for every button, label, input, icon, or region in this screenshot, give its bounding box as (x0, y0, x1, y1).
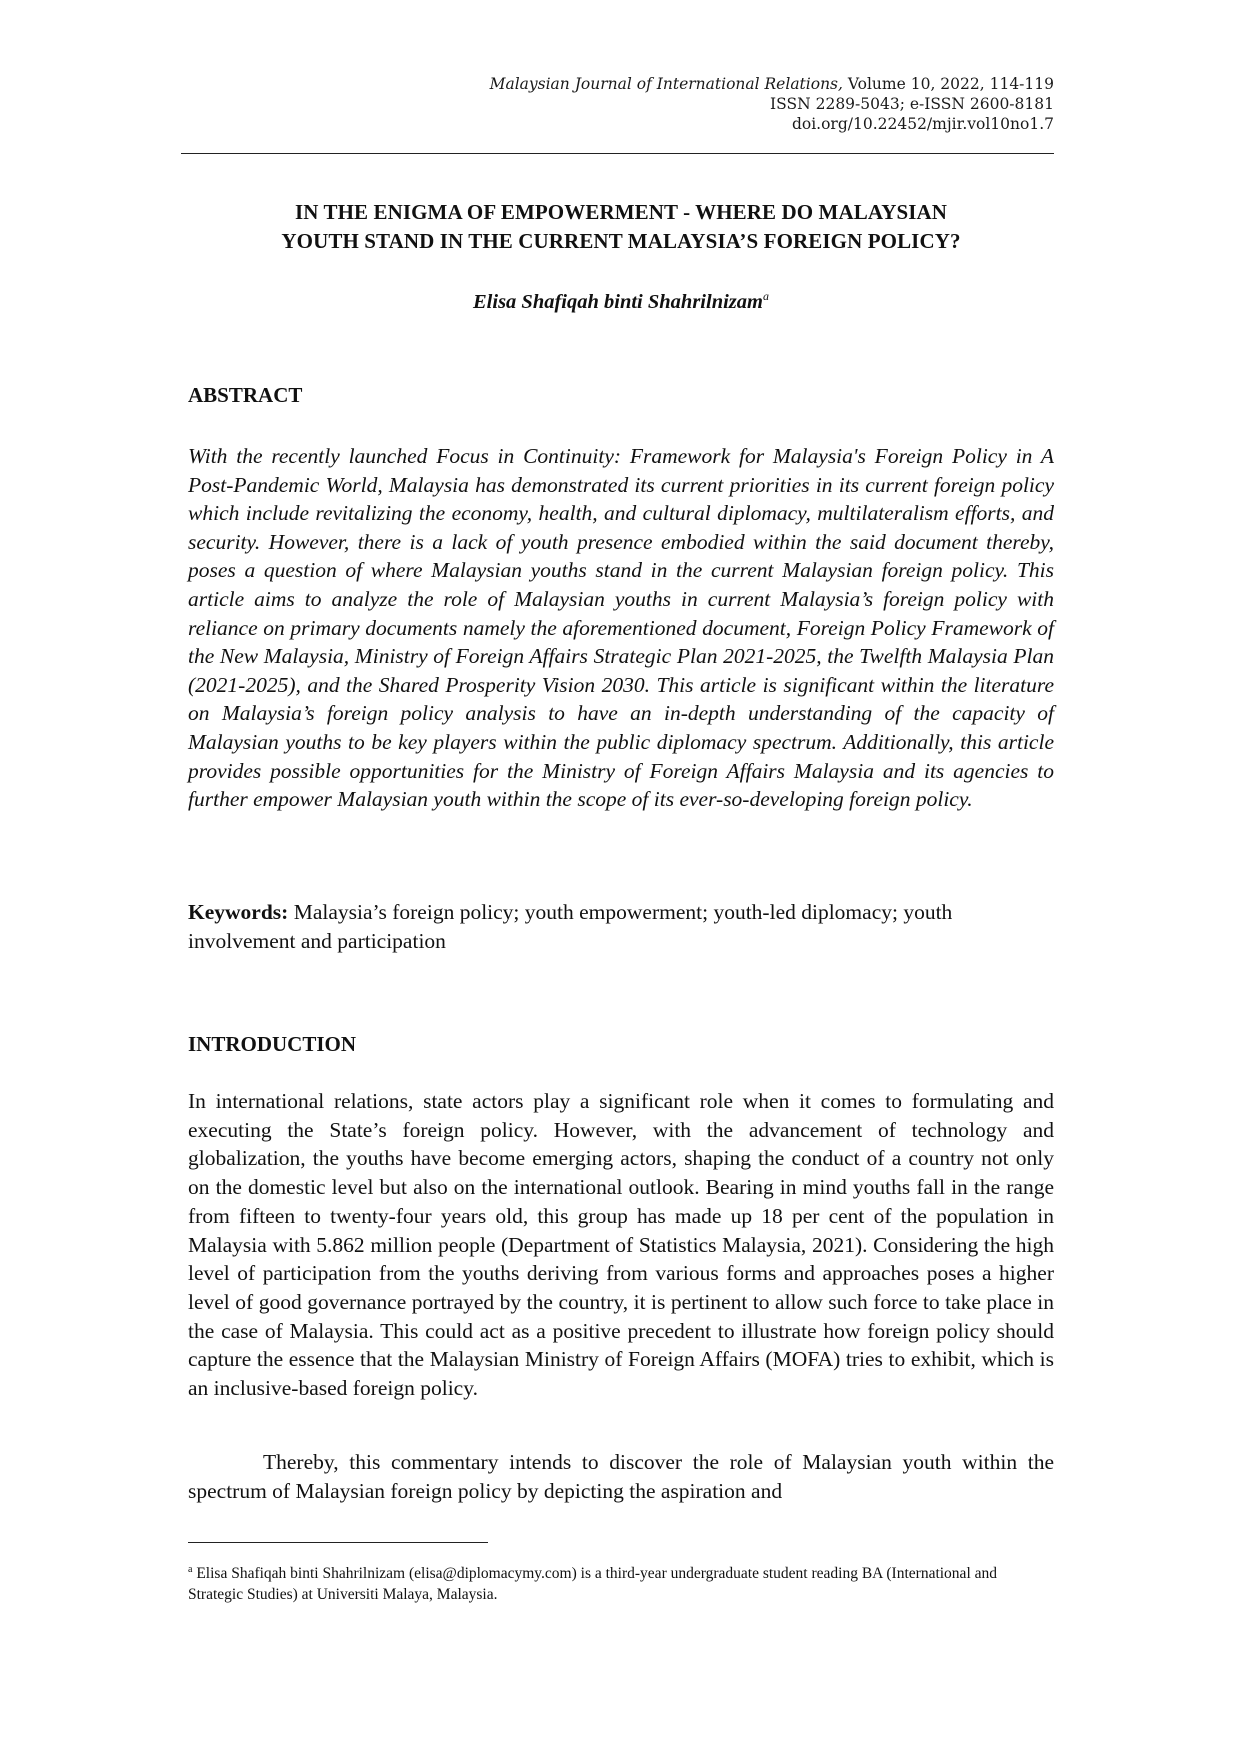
footnote-marker: a (188, 1564, 193, 1575)
introduction-heading: INTRODUCTION (188, 1032, 357, 1056)
abstract-text: With the recently launched Focus in Continuity: Framework for Malaysia's Foreign Policy in A Post-Pandemic World, Malaysia has demonstrated its current priorities in its current foreign policy which include revitalizing the economy, health, and cultural diplomacy, multilateralism efforts, and security. However, there is a lack of youth presence embodied within the said document thereby, poses a question of where Malaysian youths stand in the current Malaysian foreign policy. This article aims to analyze the role of Malaysian youths in current Malaysia’s foreign policy with reliance on primary documents namely the aforementioned document, Foreign Policy Framework of the New Malaysia, Ministry of Foreign Affairs Strategic Plan 2021-2025, the Twelfth Malaysia Plan (2021-2025), and the Shared Prosperity Vision 2030. This article is significant within the literature on Malaysia’s foreign policy analysis to have an in-depth understanding of the capacity of Malaysian youths to be key players within the public diplomacy spectrum. Additionally, this article provides possible opportunities for the Ministry of Foreign Affairs Malaysia and its agencies to further empower Malaysian youth within the scope of its ever-so-developing foreign policy. (188, 444, 1054, 812)
author-footnote-marker: a (762, 289, 769, 303)
header-divider (181, 153, 1054, 154)
author-line (188, 283, 1054, 315)
keywords-label: Keywords: (188, 900, 289, 924)
article-title (188, 198, 1054, 256)
doi-line: doi.org/10.22452/mjir.vol10no1.7 (791, 115, 1054, 133)
footnote (188, 1559, 1054, 1605)
author-name: Elisa Shafiqah binti Shahrilnizam (473, 290, 763, 313)
keywords-text: Malaysia’s foreign policy; youth empowerment; youth-led diplomacy; youth involvement and participation (188, 900, 953, 953)
introduction-paragraph-2: Thereby, this commentary intends to discover the role of Malaysian youth within the spectrum of Malaysian foreign policy by depicting the aspiration and (188, 1450, 1054, 1503)
issn-line: ISSN 2289-5043; e-ISSN 2600-8181 (770, 95, 1054, 113)
title-line-2: YOUTH STAND IN THE CURRENT MALAYSIA’S FOREIGN POLICY? (281, 229, 961, 253)
abstract-heading: ABSTRACT (188, 383, 303, 407)
introduction-paragraph-1: In international relations, state actors play a significant role when it comes to formulating and executing the State’s foreign policy. However, with the advancement of technology and globalization, the youths have become emerging actors, shaping the conduct of a country not only on the domestic level but also on the international outlook. Bearing in mind youths fall in the range from fifteen to twenty-four years old, this group has made up 18 per cent of the population in Malaysia with 5.862 million people (Department of Statistics Malaysia, 2021). Considering the high level of participation from the youths deriving from various forms and approaches poses a higher level of good governance portrayed by the country, it is pertinent to allow such force to take place in the case of Malaysia. This could act as a positive precedent to illustrate how foreign policy should capture the essence that the Malaysian Ministry of Foreign Affairs (MOFA) tries to exhibit, which is an inclusive-based foreign policy. (188, 1089, 1054, 1401)
title-line-1: IN THE ENIGMA OF EMPOWERMENT - WHERE DO MALAYSIAN (294, 200, 948, 224)
journal-name: Malaysian Journal of International Relations, (489, 75, 843, 93)
footnote-divider (188, 1542, 488, 1543)
footnote-text: Elisa Shafiqah binti Shahrilnizam (elisa@diplomacymy.com) is a third-year undergraduate student reading BA (International and Strategic Studies) at Universiti Malaya, Malaysia. (188, 1565, 997, 1604)
running-header (490, 74, 1054, 134)
volume-info: Volume 10, 2022, 114-119 (847, 75, 1054, 93)
keywords-block (188, 898, 1054, 955)
journal-citation-line (490, 74, 1054, 94)
